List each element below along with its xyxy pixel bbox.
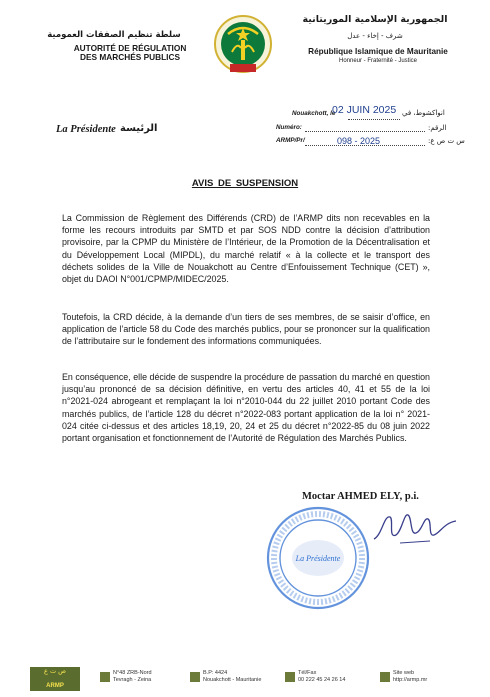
footer-web-line2[interactable]: http://armp.mr [393, 677, 428, 683]
date-label-fr: Nouakchott, le [292, 110, 336, 117]
footer-tel-line2: 00 222 45 24 26 14 [298, 677, 346, 683]
numero-label-ar: الرقم: [428, 124, 447, 132]
mailbox-icon [190, 672, 200, 682]
numero-value: 098 - 2025 [337, 136, 381, 146]
footer-tel [298, 670, 345, 684]
footer-bp-line2: Nouakchott - Mauritanie [203, 677, 262, 683]
footer-web-line1: Site web [393, 670, 415, 676]
phone-icon [285, 672, 295, 682]
footer-tel-line1: Tél/Fax [298, 670, 317, 676]
date-label-ar: انواكشوط، في [402, 109, 445, 117]
footer-address-line2: Tevragh - Zeina [113, 677, 152, 683]
authority-name-fr: AUTORITÉ DE RÉGULATION DES MARCHÉS PUBLICS [73, 43, 187, 62]
handwritten-signature [370, 505, 460, 550]
numero-dotted-line [305, 131, 425, 132]
location-icon [100, 672, 110, 682]
stamp-label: La Présidente [295, 554, 341, 563]
paragraph-2: Toutefois, la CRD décide, à la demande d’un tiers de ses membres, de se saisir d’office, en application de l’article 58 du Code des marchés publics, pour se prononcer sur la qualification de l’attributaire sur le fondement des informations communiquées. [62, 312, 430, 347]
document-title: AVIS DE SUSPENSION [191, 178, 299, 189]
president-title-fr: La Présidente [56, 124, 116, 135]
republic-motto-fr: Honneur - Fraternité - Justice [338, 58, 418, 64]
armp-ref-label-ar: س ت ص ع: [428, 137, 465, 145]
date-value: 02 JUIN 2025 [332, 104, 397, 116]
footer-address [113, 670, 152, 684]
official-stamp [264, 496, 372, 616]
footer-address-line1: N°48 ZRB-Nord [113, 670, 152, 676]
republic-name-ar: الجمهورية الإسلامية الموريتانية [302, 14, 448, 25]
footer-bp [203, 670, 261, 684]
globe-icon [380, 672, 390, 682]
footer-web [393, 670, 427, 684]
footer-logo-ar: ص ت ع [44, 667, 66, 675]
armp-dotted-line [305, 145, 425, 146]
date-dotted-line [348, 119, 400, 120]
footer-bp-line1: B.P: 4424 [203, 670, 228, 676]
republic-name-fr: République Islamique de Mauritanie [308, 47, 448, 56]
emblem-icon [210, 14, 276, 78]
president-title-ar: الرئيسة [120, 123, 158, 134]
signer-name: Moctar AHMED ELY, p.i. [302, 491, 419, 502]
authority-name-ar: سلطة تنظيم الصفقات العمومية [47, 30, 181, 40]
paragraph-3: En conséquence, elle décide de suspendre la procédure de passation du marché en question jusqu’au prononcé de sa décision définitive, en vertu des articles 40, 41 et 55 de la loi n°2021-024 abrogeant et remplaçant la loi n°2010-044 du 22 juillet 2010 portant Code des marchés publics, de l’article 128 du décret n°2022-083 portant application de la loi n° 2021-024 citée ci-dessus et des articles 18,19, 20, 24 et 25 du décret n°2022-85 du 08 juin 2022 portant organisation et fonctionnement de l’Autorité de Régulation des Marchés Publics. [62, 372, 430, 444]
numero-label-fr: Numéro: [276, 124, 302, 131]
paragraph-1: La Commission de Règlement des Différends (CRD) de l’ARMP dits non recevables en la forme les recours introduits par SMTD et par SOS NDD contre la décision d’attribution provisoire, par la CPMP du Ministère de l’Intérieur, de la Promotion de la Décentralisation et du Développement Local (MIPDL), du marché relatif « à la collecte et le transport des déchets solides de la Ville de Nouakchott au Centre d’Enfouissement Technique (CET) », objet du DAOI N°001/CPMP/MIDEC/2025. [62, 213, 430, 285]
republic-motto-ar: شرف - إخاء - عدل [347, 32, 403, 40]
armp-ref-label-fr: ARMP/Pr/ [276, 137, 305, 144]
footer-logo-text: ARMP [46, 683, 64, 689]
